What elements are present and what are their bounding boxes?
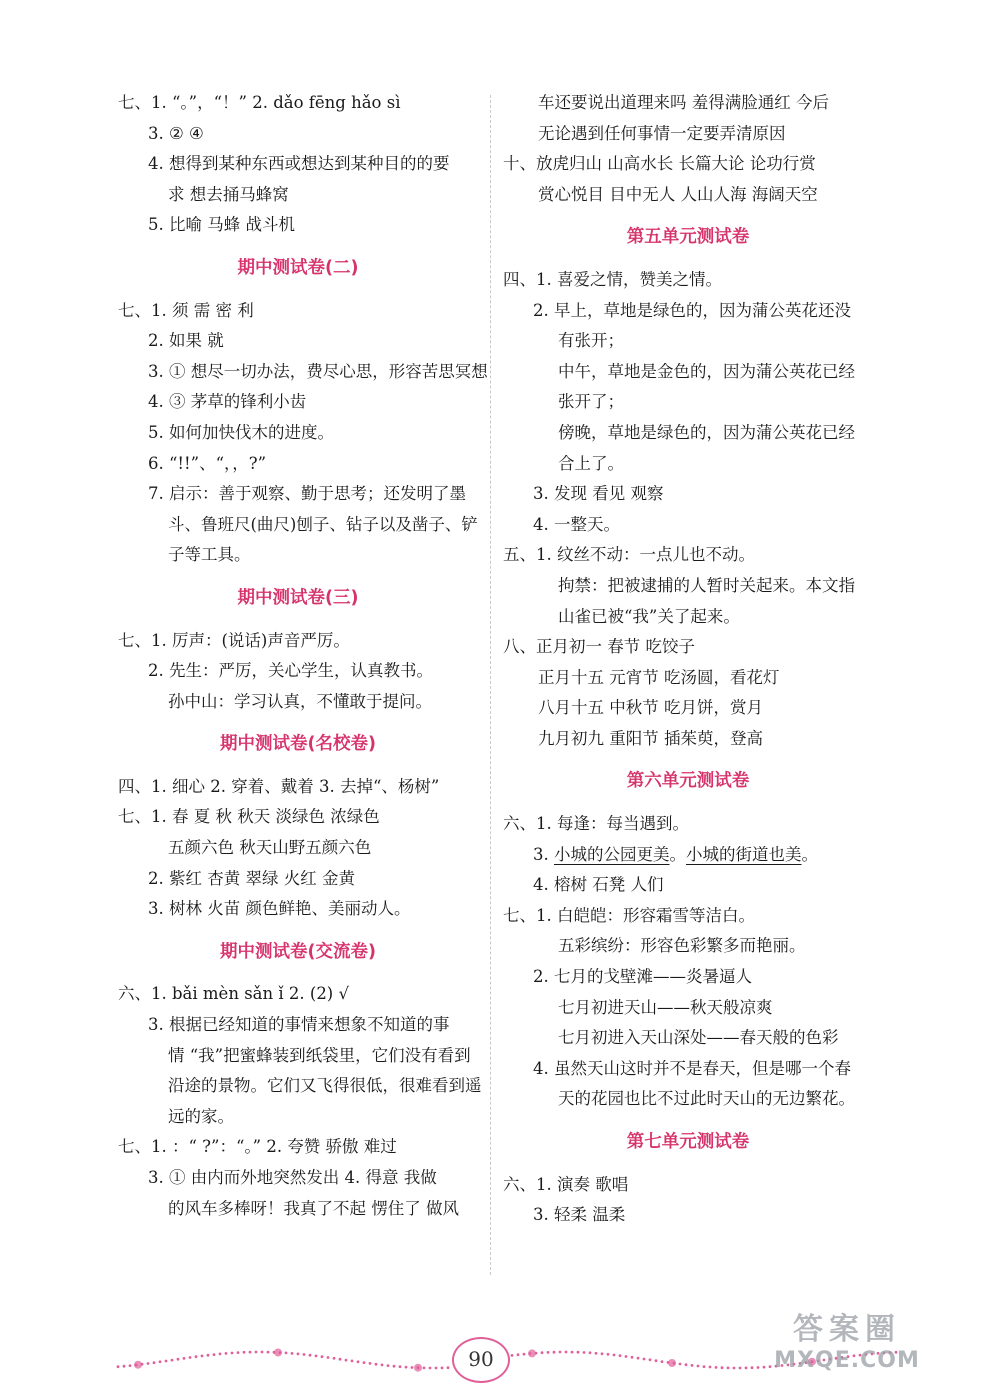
answer-line: 的风车多棒呀！我真了不起 愣住了 做风 <box>168 1198 459 1218</box>
footer-dot <box>129 1364 132 1367</box>
footer-dot <box>351 1360 354 1363</box>
answer-line: 4. 榕树 石凳 人们 <box>533 875 664 895</box>
footer-dot <box>297 1353 300 1356</box>
footer-dot <box>291 1352 294 1355</box>
answer-line: 3. 发现 看见 观察 <box>533 484 664 504</box>
footer-dot <box>165 1360 168 1363</box>
footer-dot <box>363 1361 366 1364</box>
footer-dot <box>637 1357 640 1360</box>
right-column <box>503 88 873 1231</box>
footer-dot <box>333 1357 336 1360</box>
footer-dot <box>625 1355 628 1358</box>
footer-dot <box>159 1360 162 1363</box>
footer-dot <box>123 1365 126 1368</box>
answer-line: 七月初进入天山深处——春天般的色彩 <box>558 1028 839 1048</box>
answer-line: 七、1. “。”，“！” 2. dǎo fēng hǎo sì <box>118 93 401 112</box>
answer-line: 五、1. 纹丝不动：一点儿也不动。 <box>503 545 755 565</box>
answer-line: 九月初九 重阳节 插茱萸，登高 <box>538 728 763 748</box>
answer-line: 3. 根据已经知道的事情来想象不知道的事 <box>148 1015 450 1035</box>
footer-dot <box>571 1351 574 1354</box>
footer-dot <box>381 1364 384 1367</box>
footer-dot <box>171 1359 174 1362</box>
footer-dot <box>261 1351 264 1354</box>
punctuation: 。 <box>801 844 818 864</box>
underlined-sentence: 小城的公园更美 <box>554 844 670 864</box>
footer-dots-left <box>117 1349 450 1372</box>
answer-line: 6. “!!”、“，，?” <box>148 453 267 473</box>
answer-line: 远的家。 <box>168 1106 234 1126</box>
footer-dot <box>649 1358 652 1361</box>
answer-line: 四、1. 细心 2. 穿着、戴着 3. 去掉“、杨树” <box>118 776 440 796</box>
answer-line: 3. ① 想尽一切办法，费尽心思，形容苦思冥想 <box>148 361 488 381</box>
answer-line: 张开了； <box>558 392 624 412</box>
footer-dot <box>225 1352 228 1355</box>
footer-dot <box>411 1366 414 1369</box>
footer-dot <box>631 1356 634 1359</box>
answer-line: 五彩缤纷：形容色彩繁多而艳丽。 <box>558 936 806 956</box>
footer-dot <box>441 1367 444 1370</box>
footer-dot <box>345 1359 348 1362</box>
section-heading: 第六单元测试卷 <box>626 771 750 792</box>
footer-dot <box>613 1354 616 1357</box>
footer-dot <box>195 1355 198 1358</box>
answer-line: 十、放虎归山 山高水长 长篇大论 论功行赏 <box>503 154 816 174</box>
footer-dot <box>589 1351 592 1354</box>
answer-line: 2. 紫红 杏黄 翠绿 火红 金黄 <box>148 868 355 888</box>
answer-line: 2. 七月的戈壁滩——炎暑逼人 <box>533 967 752 987</box>
underlined-sentence: 小城的街道也美 <box>686 844 802 864</box>
footer-bead <box>668 1359 676 1367</box>
answer-line: 3. 树林 火苗 颜色鲜艳、美丽动人。 <box>148 899 411 919</box>
footer-dot <box>423 1367 426 1370</box>
section-heading: 期中测试卷(三) <box>237 587 359 608</box>
answer-line: 八、正月初一 春节 吃饺子 <box>503 637 695 657</box>
footer-dot <box>607 1353 610 1356</box>
footer-dot <box>201 1355 204 1358</box>
footer-dot <box>369 1362 372 1365</box>
footer-dot <box>375 1363 378 1366</box>
answer-line: 4. 虽然天山这时并不是春天，但是哪一个春 <box>533 1058 851 1078</box>
footer-dot <box>405 1366 408 1369</box>
answer-line: 2. 如果 就 <box>148 331 224 351</box>
footer-dot <box>309 1354 312 1357</box>
answer-line: 傍晚，草地是绿色的，因为蒲公英花已经 <box>558 422 855 442</box>
footer-dot <box>249 1351 252 1354</box>
section-heading: 第五单元测试卷 <box>626 227 750 248</box>
footer-dot <box>387 1364 390 1367</box>
footer-dot <box>243 1351 246 1354</box>
footer-dot <box>393 1365 396 1368</box>
footer-dot <box>583 1351 586 1354</box>
answer-line: 七、1. 春 夏 秋 秋天 淡绿色 浓绿色 <box>118 807 380 827</box>
footer-dot <box>447 1366 450 1369</box>
footer-dot <box>565 1351 568 1354</box>
answer-line: 求 想去捅马蜂窝 <box>168 184 289 204</box>
answer-line: 孙中山：学习认真，不懂敢于提问。 <box>168 691 432 711</box>
footer-dot <box>153 1361 156 1364</box>
page-number: 90 <box>452 1337 510 1383</box>
footer-dot <box>303 1353 306 1356</box>
footer-dot <box>577 1351 580 1354</box>
footer-dot <box>541 1351 544 1354</box>
footer-dot <box>709 1366 712 1369</box>
footer-dot <box>231 1352 234 1355</box>
answer-line: 七、1. 须 需 密 利 <box>118 300 254 320</box>
footer-bead <box>134 1361 142 1369</box>
answer-line: 七月初进天山——秋天般凉爽 <box>558 997 773 1017</box>
answer-line: 3. ① 由内而外地突然发出 4. 得意 我做 <box>148 1168 437 1187</box>
footer-dot <box>435 1367 438 1370</box>
answer-line: 4. ③ 茅草的锋利小齿 <box>148 392 307 412</box>
answer-line: 2. 早上，草地是绿色的，因为蒲公英花还没 <box>533 300 851 320</box>
footer-dot <box>357 1360 360 1363</box>
footer-dot <box>517 1353 520 1356</box>
answer-line: 斗、鲁班尺(曲尺)刨子、钻子以及凿子、铲 <box>168 514 478 534</box>
answer-line: 5. 比喻 马蜂 战斗机 <box>148 215 295 235</box>
footer-dot <box>619 1354 622 1357</box>
footer-dot <box>511 1354 514 1357</box>
answer-line: 4. 想得到某种东西或想达到某种目的的要 <box>148 154 450 174</box>
answer-line: 沿途的景物。它们又飞得很低，很难看到遥 <box>168 1076 482 1096</box>
footer-bead <box>274 1349 282 1357</box>
footer-dot <box>189 1356 192 1359</box>
footer-dot <box>595 1352 598 1355</box>
answer-line: 天的花园也比不过此时天山的无边繁花。 <box>558 1089 855 1109</box>
answer-line: 有张开； <box>558 331 624 351</box>
footer-dot <box>213 1353 216 1356</box>
answer-line: 3. ② ④ <box>148 123 204 143</box>
answer-line: 六、1. bǎi mèn sǎn ǐ 2. (2) √ <box>118 984 350 1004</box>
answer-line: 4. 一整天。 <box>533 514 620 534</box>
footer-dot <box>399 1365 402 1368</box>
answer-line: 六、1. 每逢：每当遇到。 <box>503 814 689 834</box>
footer-dot <box>429 1367 432 1370</box>
footer-dot <box>685 1363 688 1366</box>
answer-line: 四、1. 喜爱之情，赞美之情。 <box>503 269 722 289</box>
footer-dot <box>183 1357 186 1360</box>
answer-line <box>503 840 873 871</box>
answer-line: 七、1. ：“ ?”：“。” 2. 夸赞 骄傲 难过 <box>118 1137 397 1157</box>
column-divider <box>490 95 491 1275</box>
answer-line: 子等工具。 <box>168 545 251 565</box>
footer-dot <box>117 1365 120 1368</box>
answer-line: 无论遇到任何事情一定要弄清原因 <box>538 123 786 143</box>
answer-line: 2. 先生：严厉，关心学生，认真教书。 <box>148 661 433 681</box>
section-heading: 期中测试卷(二) <box>237 257 359 278</box>
punctuation: 。 <box>669 844 686 864</box>
section-heading: 期中测试卷(名校卷) <box>220 734 376 755</box>
footer-dot <box>219 1353 222 1356</box>
answer-line: 六、1. 演奏 歌唱 <box>503 1174 629 1194</box>
footer-dot <box>255 1351 258 1354</box>
footer-dot <box>237 1351 240 1354</box>
left-column <box>118 88 488 1224</box>
answer-line: 车还要说出道理来吗 羞得满脸通红 今后 <box>538 93 829 112</box>
footer-dot <box>697 1365 700 1368</box>
answer-line: 5. 如何加快伐木的进度。 <box>148 422 334 442</box>
site-watermark <box>712 1312 982 1378</box>
footer-dot <box>207 1354 210 1357</box>
footer-bead <box>528 1349 536 1357</box>
answer-line: 7. 启示：善于观察、勤于思考；还发明了墨 <box>148 484 466 504</box>
footer-dot <box>643 1358 646 1361</box>
footer-dot <box>559 1351 562 1354</box>
answer-line: 七、1. 白皑皑：形容霜雪等洁白。 <box>503 905 755 925</box>
footer-dot <box>177 1358 180 1361</box>
footer-dot <box>321 1355 324 1358</box>
footer-bead <box>414 1364 422 1372</box>
watermark-logo-text: 答案圈 <box>793 1312 901 1347</box>
footer-dot <box>147 1362 150 1365</box>
answer-line: 情 “我”把蜜蜂装到纸袋里，它们没有看到 <box>168 1045 471 1065</box>
footer-dot <box>523 1353 526 1356</box>
watermark-url: MXQE.COM <box>774 1348 920 1373</box>
answer-number: 3. <box>533 844 554 864</box>
section-heading: 第七单元测试卷 <box>626 1132 750 1152</box>
footer-dot <box>327 1356 330 1359</box>
answer-line: 五颜六色 秋天山野五颜六色 <box>168 838 372 858</box>
answer-line: 赏心悦目 目中无人 人山人海 海阔天空 <box>538 184 818 204</box>
answer-line: 中午，草地是金色的，因为蒲公英花已经 <box>558 361 855 381</box>
section-heading: 期中测试卷(交流卷) <box>220 941 376 962</box>
footer-dot <box>315 1355 318 1358</box>
answer-line: 山雀已被“我”关了起来。 <box>558 606 740 626</box>
answer-line: 七、1. 厉声：(说话)声音严厉。 <box>118 630 350 650</box>
answer-line: 八月十五 中秋节 吃月饼，赏月 <box>538 698 763 718</box>
footer-dot <box>601 1352 604 1355</box>
footer-dot <box>267 1351 270 1354</box>
footer-dot <box>547 1351 550 1354</box>
answer-line: 3. 轻柔 温柔 <box>533 1205 626 1225</box>
footer-dot <box>679 1363 682 1366</box>
footer-dot <box>661 1360 664 1363</box>
answer-line: 拘禁：把被逮捕的人暂时关起来。本文指 <box>558 575 855 595</box>
footer-dot <box>703 1365 706 1368</box>
answer-line: 正月十五 元宵节 吃汤圆，看花灯 <box>538 667 780 687</box>
footer-dot <box>553 1351 556 1354</box>
footer-dot <box>691 1364 694 1367</box>
answer-line: 合上了。 <box>558 453 624 473</box>
footer-dot <box>285 1352 288 1355</box>
footer-dot <box>339 1358 342 1361</box>
footer-dot <box>655 1359 658 1362</box>
